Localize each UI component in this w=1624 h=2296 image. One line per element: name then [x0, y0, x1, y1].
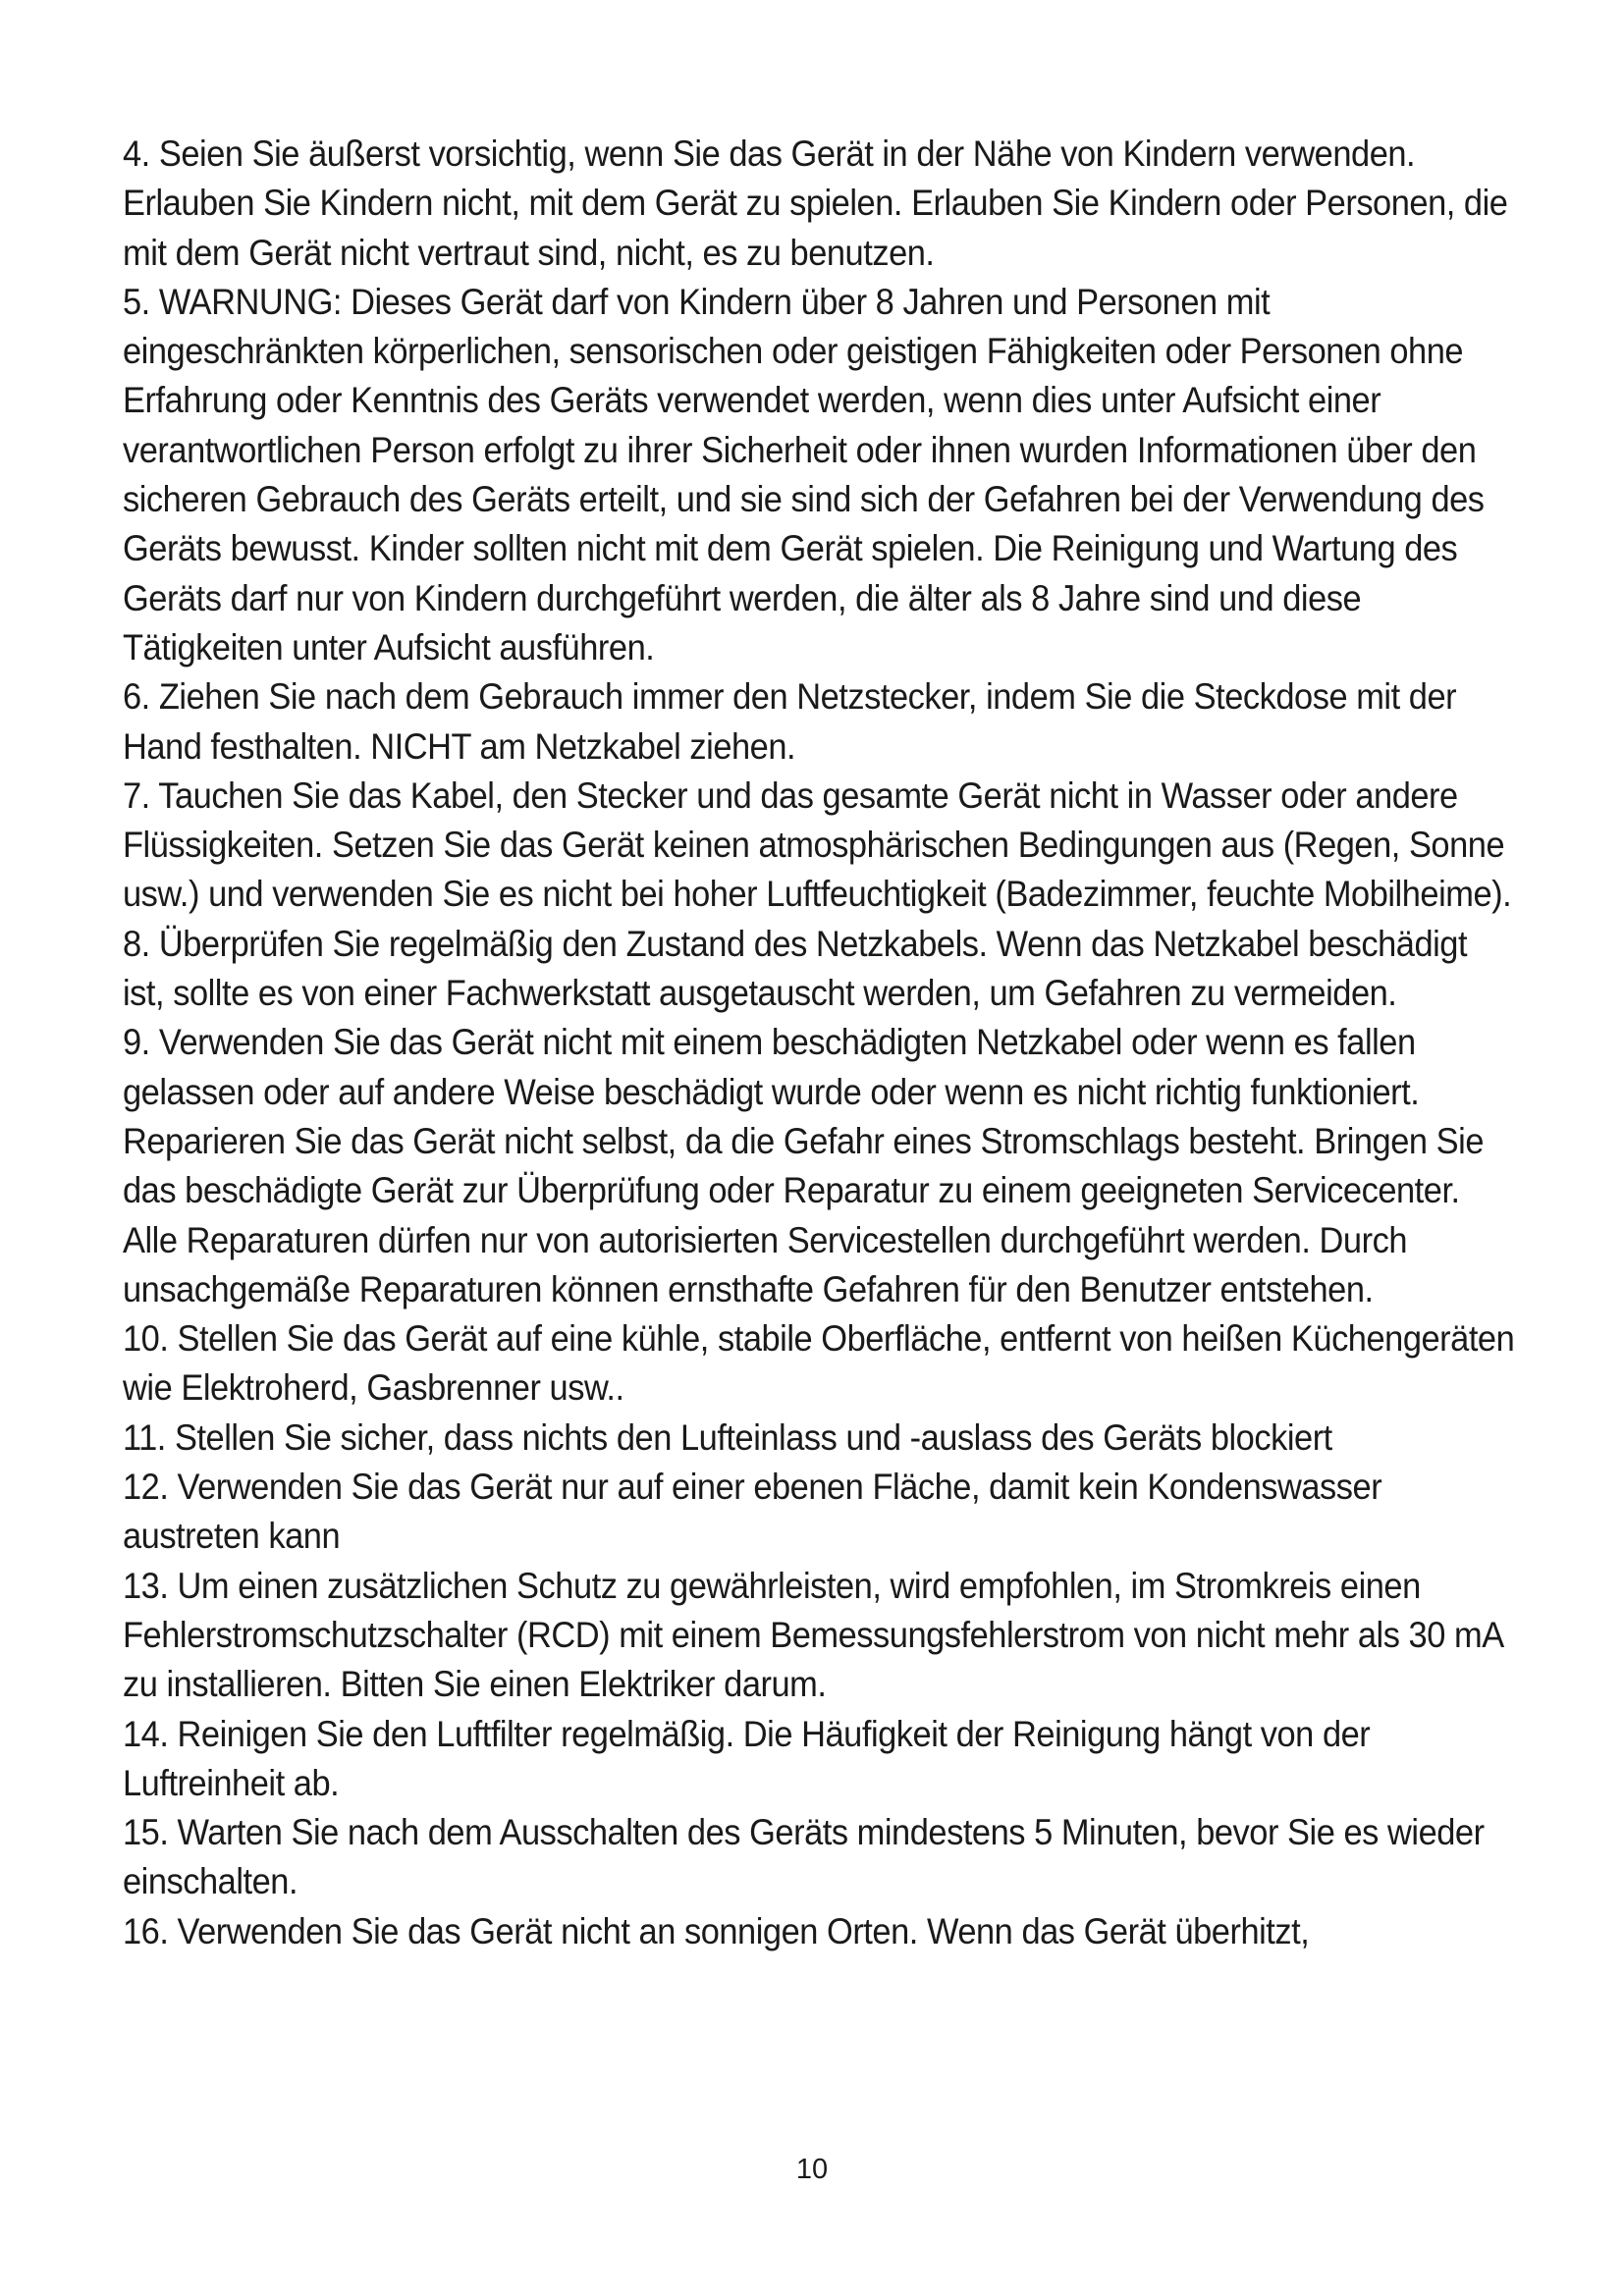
safety-item-9: 9. Verwenden Sie das Gerät nicht mit einem beschädigten Netzkabel oder wenn es fallen gelassen oder auf andere Weise beschädigt wurde oder wenn es nicht richtig funktioniert. Reparieren Sie das Gerät nicht selbst, da die Gefahr eines Stromschlags besteht. Bringen Sie das beschädigte Gerät zur Überprüfung oder Reparatur zu einem geeigneten Servicecenter. Alle Reparaturen dürfen nur von autorisierten Servicestellen durchgeführt werden. Durch unsachgemäße Reparaturen können ernsthafte Gefahren für den Benutzer entstehen.	[123, 1022, 1485, 1309]
safety-item-5: 5. WARNUNG: Dieses Gerät darf von Kindern über 8 Jahren und Personen mit eingeschränkten körperlichen, sensorischen oder geistigen Fähigkeiten oder Personen ohne Erfahrung oder Kenntnis des Geräts verwendet werden, wenn dies unter Aufsicht einer verantwortlichen Person erfolgt zu ihrer Sicherheit oder ihnen wurden Informationen über den sicheren Gebrauch des Geräts erteilt, und sie sind sich der Gefahren bei der Verwendung des Geräts bewusst. Kinder sollten nicht mit dem Gerät spielen. Die Reinigung und Wartung des Geräts darf nur von Kindern durchgeführt werden, die älter als 8 Jahre sind und diese Tätigkeiten unter Aufsicht ausführen.	[123, 281, 1485, 667]
safety-item-7: 7. Tauchen Sie das Kabel, den Stecker und das gesamte Gerät nicht in Wasser oder andere Flüssigkeiten. Setzen Sie das Gerät keinen atmosphärischen Bedingungen aus (Regen, Sonne usw.) und verwenden Sie es nicht bei hoher Luftfeuchtigkeit (Badezimmer, feuchte Mobilheime).	[123, 774, 1512, 915]
safety-item-4: 4. Seien Sie äußerst vorsichtig, wenn Sie das Gerät in der Nähe von Kindern verwenden. Erlauben Sie Kindern nicht, mit dem Gerät zu spielen. Erlauben Sie Kindern oder Personen, die mit dem Gerät nicht vertraut sind, nicht, es zu benutzen.	[123, 133, 1508, 273]
safety-item-14: 14. Reinigen Sie den Luftfilter regelmäßig. Die Häufigkeit der Reinigung hängt von der Luftreinheit ab.	[123, 1713, 1371, 1803]
document-body	[123, 130, 1517, 1956]
safety-item-12: 12. Verwenden Sie das Gerät nur auf einer ebenen Fläche, damit kein Kondenswasser austreten kann	[123, 1467, 1382, 1557]
safety-item-6: 6. Ziehen Sie nach dem Gebrauch immer den Netzstecker, indem Sie die Steckdose mit der Hand festhalten. NICHT am Netzkabel ziehen.	[123, 676, 1457, 767]
safety-item-16: 16. Verwenden Sie das Gerät nicht an sonnigen Orten. Wenn das Gerät überhitzt,	[123, 1910, 1310, 1951]
safety-item-13: 13. Um einen zusätzlichen Schutz zu gewährleisten, wird empfohlen, im Stromkreis einen Fehlerstromschutzschalter (RCD) mit einem Bemessungsfehlerstrom von nicht mehr als 30 mA zu installieren. Bitten Sie einen Elektriker darum.	[123, 1565, 1502, 1705]
page-number: 10	[795, 2154, 829, 2185]
safety-item-11: 11. Stellen Sie sicher, dass nichts den Lufteinlass und -auslass des Geräts blockiert	[123, 1416, 1332, 1458]
safety-item-8: 8. Überprüfen Sie regelmäßig den Zustand des Netzkabels. Wenn das Netzkabel beschädigt ist, sollte es von einer Fachwerkstatt ausgetauscht werden, um Gefahren zu vermeiden.	[123, 923, 1468, 1014]
safety-item-15: 15. Warten Sie nach dem Ausschalten des Geräts mindestens 5 Minuten, bevor Sie es wieder einschalten.	[123, 1812, 1485, 1902]
safety-item-10: 10. Stellen Sie das Gerät auf eine kühle, stabile Oberfläche, entfernt von heißen Küchengeräten wie Elektroherd, Gasbrenner usw..	[123, 1318, 1515, 1409]
